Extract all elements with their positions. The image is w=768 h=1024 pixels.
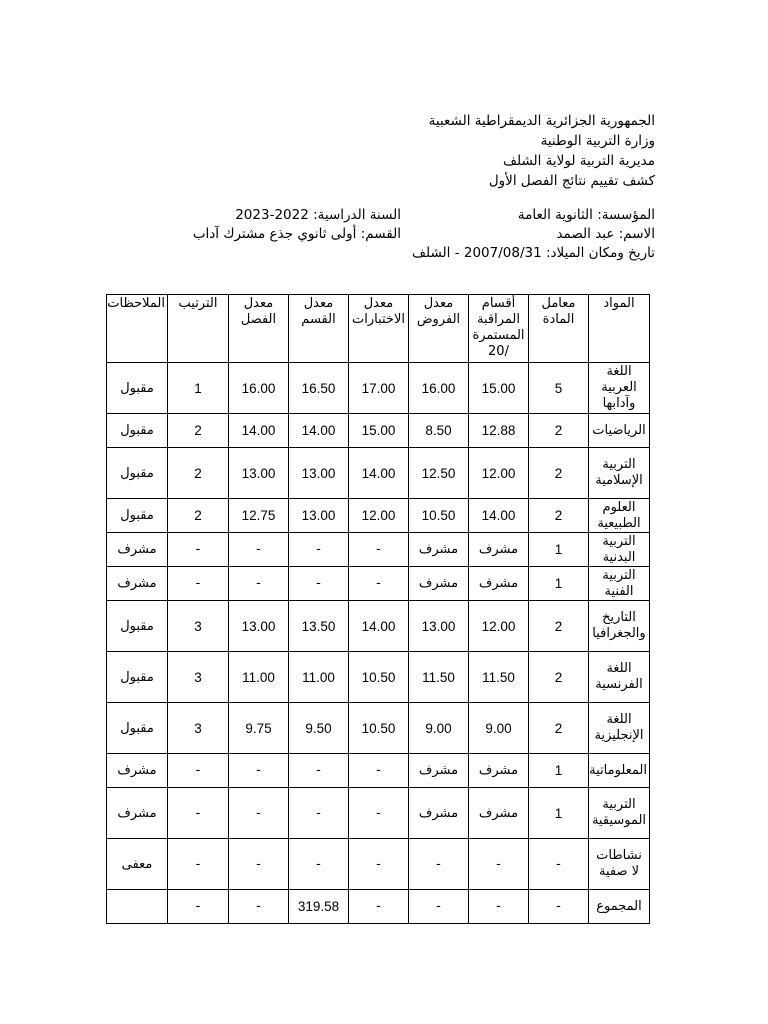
table-cell: 1 [168,363,229,414]
table-cell: 13.50 [289,601,349,652]
table-row [107,754,650,788]
table-cell: مشرف [469,754,529,788]
table-cell: 9.00 [469,703,529,754]
table-cell: 1 [529,788,589,839]
table-cell: 8.50 [409,414,469,448]
table-cell: 14.00 [469,499,529,533]
table-cell: 12.88 [469,414,529,448]
table-cell: 14.00 [349,448,409,499]
column-header: الترتيب [168,295,229,363]
table-cell: 13.00 [289,448,349,499]
column-header: المواد [589,295,650,363]
country-name: الجمهورية الجزائرية الديمقراطية الشعبية [428,113,655,129]
table-cell: 2 [529,652,589,703]
table-cell: 10.50 [349,703,409,754]
table-row [107,414,650,448]
table-cell: 2 [529,499,589,533]
table-cell: 16.00 [409,363,469,414]
table-cell: - [529,839,589,890]
grades-table [106,294,650,924]
table-row [107,652,650,703]
table-cell: 14.00 [349,601,409,652]
table-cell: - [168,754,229,788]
table-cell: - [229,839,289,890]
table-row [107,839,650,890]
table-cell: 1 [529,533,589,567]
table-row [107,890,650,924]
table-cell: مشرف [107,533,168,567]
table-cell: مقبول [107,499,168,533]
table-cell: مقبول [107,414,168,448]
table-cell: مشرف [107,788,168,839]
table-cell: 13.00 [409,601,469,652]
table-cell: - [409,890,469,924]
table-cell: 319.58 [289,890,349,924]
column-header: معدل القسم [289,295,349,363]
table-cell: - [229,788,289,839]
table-cell: مشرف [469,533,529,567]
table-cell: - [289,533,349,567]
table-cell: 17.00 [349,363,409,414]
table-cell: 2 [529,703,589,754]
table-cell: 9.50 [289,703,349,754]
table-cell: - [229,754,289,788]
table-cell [107,890,168,924]
table-cell: 12.00 [349,499,409,533]
table-row [107,567,650,601]
column-header: معامل المادة [529,295,589,363]
table-cell: - [229,533,289,567]
table-cell: مشرف [409,788,469,839]
subject-cell: نشاطات لا صفية [589,839,650,890]
table-cell: 15.00 [349,414,409,448]
table-cell: 15.00 [469,363,529,414]
table-cell: 14.00 [229,414,289,448]
table-cell: - [529,890,589,924]
table-cell: 9.00 [409,703,469,754]
table-cell: مقبول [107,601,168,652]
table-cell: - [168,839,229,890]
table-cell: 2 [529,414,589,448]
school-year-label: السنة الدراسية: 2022-2023 [235,207,401,223]
table-cell: 10.50 [349,652,409,703]
table-cell: - [289,567,349,601]
subject-cell: التربية البدنية [589,533,650,567]
table-cell: 11.50 [469,652,529,703]
table-cell: - [469,890,529,924]
table-cell: مشرف [469,788,529,839]
subject-cell: التربية الإسلامية [589,448,650,499]
table-cell: 11.50 [409,652,469,703]
table-cell: مشرف [107,754,168,788]
table-row [107,703,650,754]
table-cell: - [349,788,409,839]
table-cell: - [469,839,529,890]
table-row [107,601,650,652]
table-cell: - [168,788,229,839]
ministry-name: وزارة التربية الوطنية [540,133,655,149]
table-cell: 1 [529,754,589,788]
table-row [107,788,650,839]
table-cell: مشرف [409,567,469,601]
document-header [235,111,655,191]
table-row [107,448,650,499]
table-cell: 3 [168,652,229,703]
table-cell: مقبول [107,703,168,754]
table-cell: مشرف [107,567,168,601]
table-cell: - [229,890,289,924]
table-cell: 3 [168,601,229,652]
table-cell: 5 [529,363,589,414]
table-cell: 10.50 [409,499,469,533]
table-cell: 14.00 [289,414,349,448]
subject-cell: التاريخ والجغرافيا [589,601,650,652]
column-header: معدل الفروض [409,295,469,363]
table-row [107,499,650,533]
subject-cell: الرياضيات [589,414,650,448]
table-cell: - [168,890,229,924]
subject-cell: اللغة الفرنسية [589,652,650,703]
subject-cell: اللغة الإنجليزية [589,703,650,754]
table-cell: مشرف [409,533,469,567]
table-cell: - [349,839,409,890]
table-cell: - [349,754,409,788]
table-cell: مشرف [469,567,529,601]
table-cell: 11.00 [289,652,349,703]
table-cell: - [409,839,469,890]
table-cell: مقبول [107,652,168,703]
table-cell: 1 [529,567,589,601]
subject-cell: اللغة العربية وآدابها [589,363,650,414]
table-cell: 2 [168,448,229,499]
student-name-label: الاسم: عبد الصمد [556,226,655,242]
directorate-name: مديرية التربية لولاية الشلف [503,153,655,169]
table-cell: - [289,839,349,890]
subject-cell: العلوم الطبيعية [589,499,650,533]
table-cell: 12.00 [469,448,529,499]
birth-info-label: تاريخ ومكان الميلاد: 2007/08/31 - الشلف [412,245,655,261]
subject-cell: المعلوماتية [589,754,650,788]
table-cell: - [229,567,289,601]
column-header: الملاحظات [107,295,168,363]
subject-cell: المجموع [589,890,650,924]
column-header: معدل الفصل [229,295,289,363]
table-row [107,533,650,567]
institution-label: المؤسسة: الثانوية العامة [517,207,655,223]
table-cell: 16.00 [229,363,289,414]
table-cell: 12.75 [229,499,289,533]
table-cell: مقبول [107,448,168,499]
table-cell: 2 [529,448,589,499]
table-cell: 11.00 [229,652,289,703]
table-cell: - [349,890,409,924]
table-cell: - [349,533,409,567]
table-cell: 2 [168,414,229,448]
table-cell: - [349,567,409,601]
class-label: القسم: أولى ثانوي جذع مشترك آداب [192,226,401,242]
table-cell: - [289,754,349,788]
table-cell: 13.00 [229,448,289,499]
table-cell: 12.00 [469,601,529,652]
table-cell: 3 [168,703,229,754]
table-cell: 13.00 [229,601,289,652]
column-header: معدل الاختبارات [349,295,409,363]
table-cell: 13.00 [289,499,349,533]
table-header-row [107,295,650,363]
subject-cell: التربية الفنية [589,567,650,601]
table-cell: 9.75 [229,703,289,754]
table-cell: - [168,567,229,601]
table-cell: معفى [107,839,168,890]
table-cell: - [289,788,349,839]
document-title: كشف تقييم نتائج الفصل الأول [488,173,655,189]
table-cell: مقبول [107,363,168,414]
table-cell: 2 [529,601,589,652]
table-cell: 12.50 [409,448,469,499]
table-row [107,363,650,414]
table-cell: 16.50 [289,363,349,414]
table-cell: - [168,533,229,567]
table-cell: 2 [168,499,229,533]
table-cell: مشرف [409,754,469,788]
column-header: أقسام المراقبة المستمرة /20 [469,295,529,363]
subject-cell: التربية الموسيقية [589,788,650,839]
